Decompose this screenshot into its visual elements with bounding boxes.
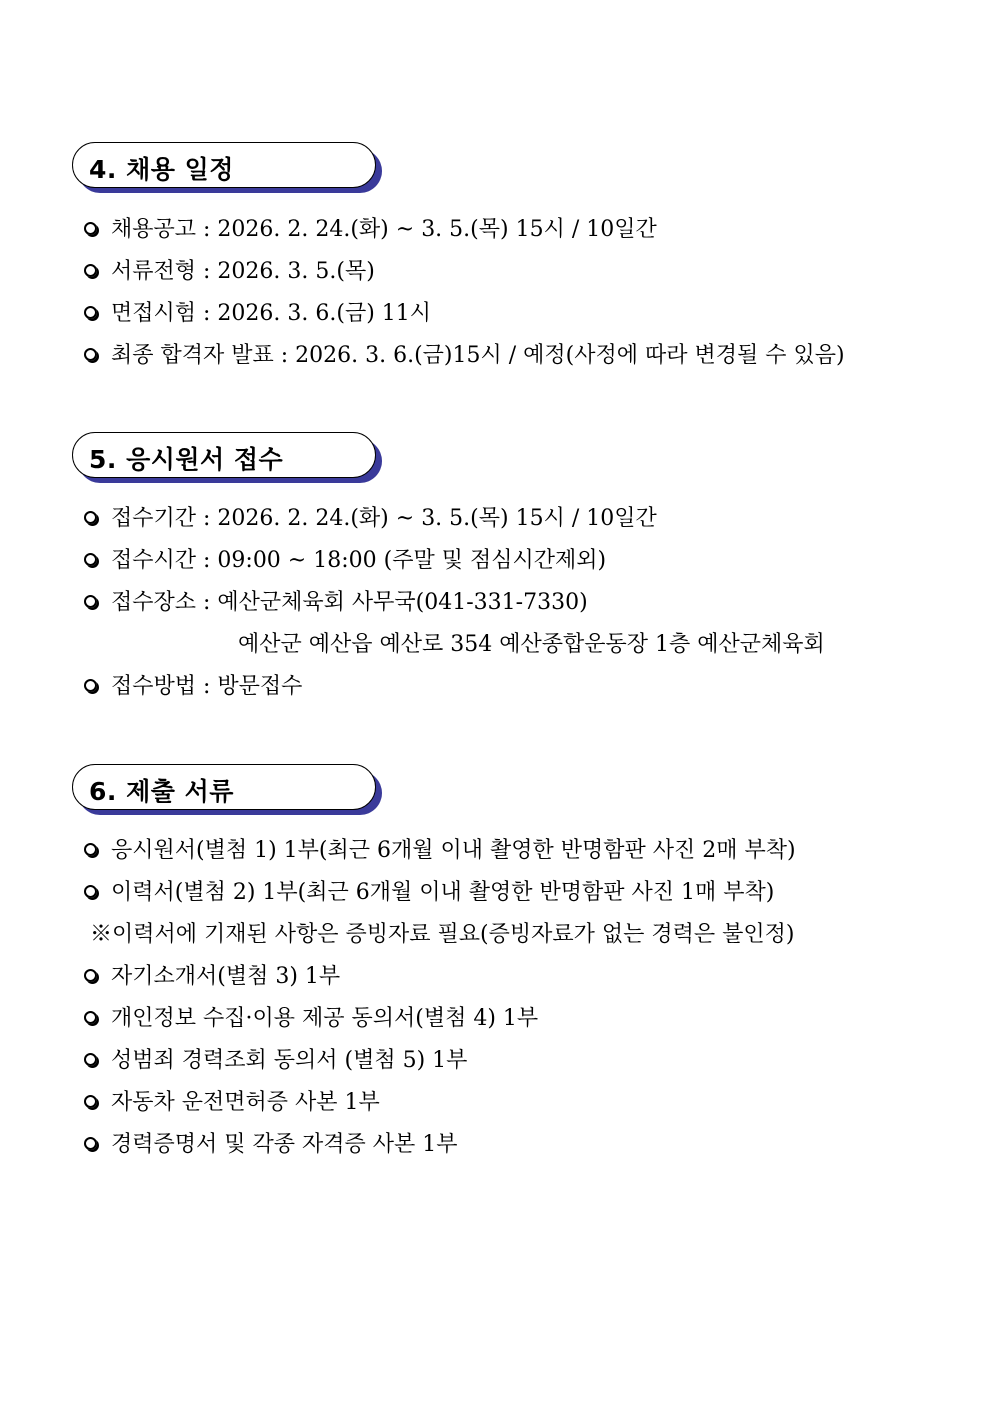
- circle-bullet-icon: [84, 348, 97, 361]
- section-4-heading: [72, 142, 380, 188]
- list-item: [84, 1046, 467, 1076]
- circle-bullet-icon: [84, 595, 97, 608]
- recruitment-notice-period: 채용공고 : 2026. 2. 24.(화) ~ 3. 5.(목) 15시 / 10일간: [111, 217, 657, 242]
- list-item: [84, 1130, 458, 1160]
- resume-note: ※이력서에 기재된 사항은 증빙자료 필요(증빙자료가 없는 경력은 불인정): [90, 922, 795, 947]
- circle-bullet-icon: [84, 843, 97, 856]
- section-5-heading: [72, 432, 380, 478]
- section-6-title: 6. 제출 서류: [89, 777, 234, 806]
- document-self-introduction: 자기소개서(별첨 3) 1부: [111, 964, 341, 989]
- list-item: [84, 836, 796, 866]
- section-4-title: 4. 채용 일정: [89, 155, 234, 184]
- document-application-form: 응시원서(별첨 1) 1부(최근 6개월 이내 촬영한 반명함판 사진 2매 부착): [111, 838, 796, 863]
- document-screening-date: 서류전형 : 2026. 3. 5.(목): [111, 259, 375, 284]
- document-resume: 이력서(별첨 2) 1부(최근 6개월 이내 촬영한 반명함판 사진 1매 부착): [111, 880, 775, 905]
- heading-frame: [72, 142, 376, 188]
- circle-bullet-icon: [84, 1053, 97, 1066]
- section-5-title: 5. 응시원서 접수: [89, 445, 284, 474]
- circle-bullet-icon: [84, 1011, 97, 1024]
- list-item: [84, 672, 302, 702]
- list-item: [84, 878, 774, 908]
- circle-bullet-icon: [84, 511, 97, 524]
- list-item: [84, 1004, 538, 1034]
- list-item: [84, 962, 340, 992]
- application-hours: 접수시간 : 09:00 ~ 18:00 (주말 및 점심시간제외): [111, 548, 607, 573]
- list-item: [84, 1088, 380, 1118]
- document-criminal-record-consent: 성범죄 경력조회 동의서 (별첨 5) 1부: [111, 1048, 468, 1073]
- circle-bullet-icon: [84, 264, 97, 277]
- circle-bullet-icon: [84, 679, 97, 692]
- list-item: [84, 588, 588, 618]
- list-item: [84, 215, 657, 245]
- application-method: 접수방법 : 방문접수: [111, 674, 303, 699]
- application-place: 접수장소 : 예산군체육회 사무국(041-331-7330): [111, 590, 588, 615]
- circle-bullet-icon: [84, 969, 97, 982]
- heading-frame: [72, 764, 376, 810]
- interview-date: 면접시험 : 2026. 3. 6.(금) 11시: [111, 301, 432, 326]
- list-item: [84, 257, 375, 287]
- circle-bullet-icon: [84, 1137, 97, 1150]
- heading-frame: [72, 432, 376, 478]
- document-career-certificates: 경력증명서 및 각종 자격증 사본 1부: [111, 1132, 458, 1157]
- document-driver-license: 자동차 운전면허증 사본 1부: [111, 1090, 380, 1115]
- list-item: [84, 546, 606, 576]
- document-privacy-consent: 개인정보 수집·이용 제공 동의서(별첨 4) 1부: [111, 1006, 539, 1031]
- circle-bullet-icon: [84, 222, 97, 235]
- circle-bullet-icon: [84, 553, 97, 566]
- list-item: [84, 299, 431, 329]
- circle-bullet-icon: [84, 306, 97, 319]
- circle-bullet-icon: [84, 885, 97, 898]
- list-item: [84, 341, 845, 371]
- circle-bullet-icon: [84, 1095, 97, 1108]
- application-place-address: 예산군 예산읍 예산로 354 예산종합운동장 1층 예산군체육회: [238, 632, 825, 657]
- section-6-heading: [72, 764, 380, 810]
- application-period: 접수기간 : 2026. 2. 24.(화) ~ 3. 5.(목) 15시 / 10일간: [111, 506, 657, 531]
- final-result-announcement: 최종 합격자 발표 : 2026. 3. 6.(금)15시 / 예정(사정에 따라 변경될 수 있음): [111, 343, 845, 368]
- list-item: [84, 504, 657, 534]
